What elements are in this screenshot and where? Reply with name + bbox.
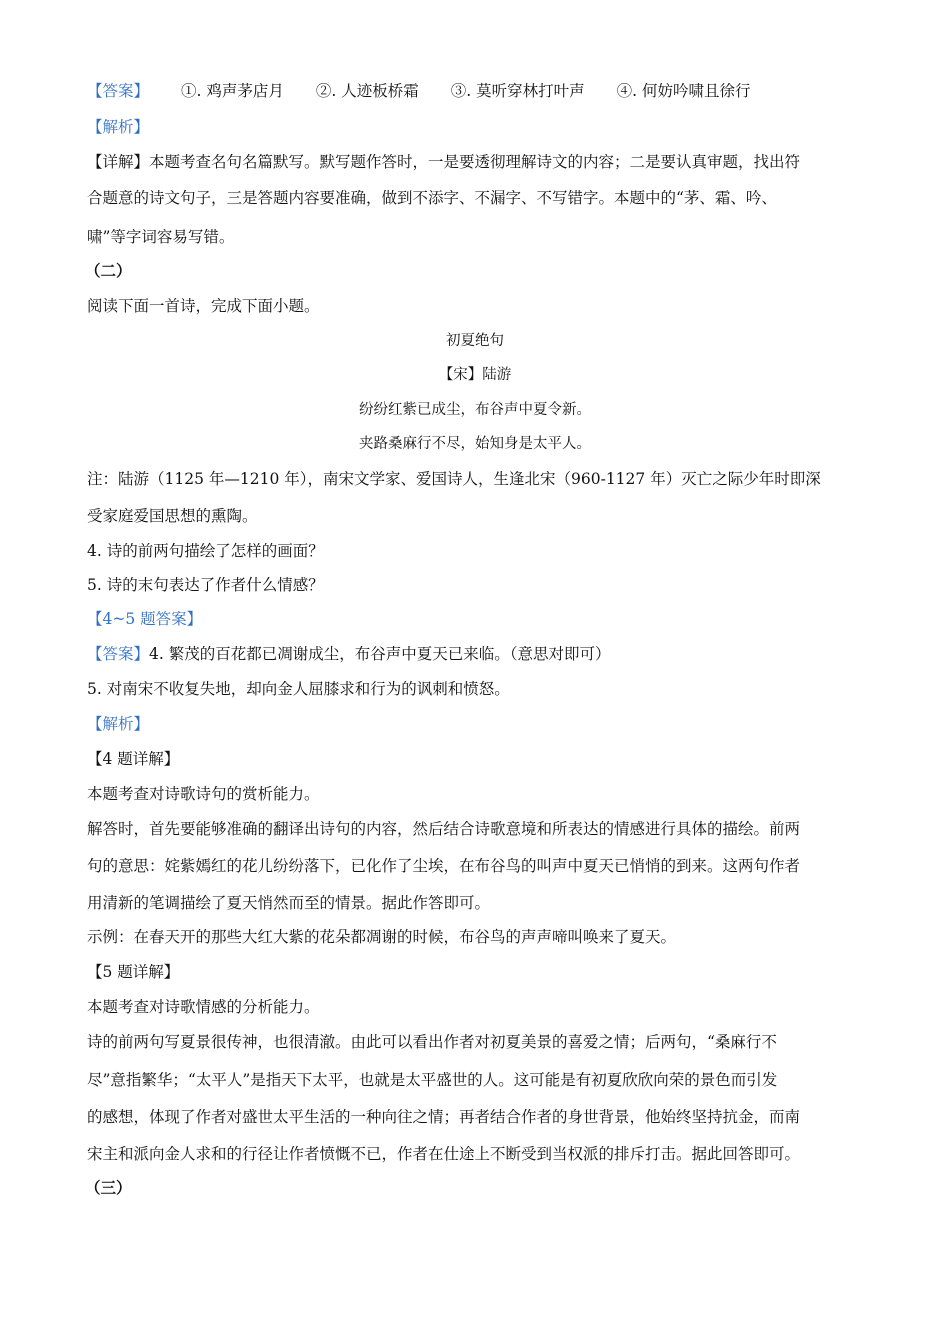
poem-line: 夹路桑麻行不尽，始知身是太平人。 [359,436,591,452]
q5-detail-text: 的感想，体现了作者对盛世太平生活的一种向往之情；再者结合作者的身世背景，他始终坚持抗金，而南 [87,1108,801,1126]
question-5: 5. 诗的末句表达了作者什么情感？ [87,576,324,594]
detail-text: 啸”等字词容易写错。 [87,228,235,246]
q5-detail-tag: 【5 题详解】 [87,963,180,981]
q4-detail-text: 解答时，首先要能够准确的翻译出诗句的内容，然后结合诗歌意境和所表达的情感进行具体的描绘。前两 [87,820,801,838]
q4-detail-tag: 【4 题详解】 [87,750,180,768]
answer-line [87,80,862,102]
question-4: 4. 诗的前两句描绘了怎样的画面？ [87,542,324,560]
q4-detail-text: 示例：在春天开的那些大红大紫的花朵都凋谢的时候，布谷鸟的声声啼叫唤来了夏天。 [87,928,677,946]
q4-detail-text: 句的意思：姹紫嫣红的花儿纷纷落下，已化作了尘埃，在布谷鸟的叫声中夏天已悄悄的到来。这两句作者 [87,857,801,875]
note-text: 注：陆游（1125 年—1210 年），南宋文学家、爱国诗人，生逢北宋（960-1127 年）灭亡之际少年时即深 [87,470,821,488]
answer-item: ③. 莫听穿林打叶声 [450,82,585,100]
analysis-tag: 【解析】 [87,715,150,733]
answer-4-line [87,643,862,665]
note-text: 受家庭爱国思想的熏陶。 [87,507,258,525]
detail-text: 本题考查名句名篇默写。默写题作答时，一是要透彻理解诗文的内容；二是要认真审题，找出符 [149,153,801,171]
q4-detail-text: 本题考查对诗歌诗句的赏析能力。 [87,785,320,803]
q5-detail-text: 宋主和派向金人求和的行径让作者愤慨不已，作者在仕途上不断受到当权派的排斥打击。据此回答即可。 [87,1145,801,1163]
answer-5: 5. 对南宋不收复失地，却向金人屈膝求和行为的讽刺和愤怒。 [87,680,510,698]
section-heading: （二） [85,261,132,280]
poem-title: 初夏绝句 [446,333,504,349]
detail-paragraph-line [87,151,862,173]
section-heading: （三） [85,1178,132,1197]
q5-detail-text: 尽”意指繁华；“太平人”是指天下太平，也就是太平盛世的人。这可能是有初夏欣欣向荣的景色而引发 [87,1071,778,1089]
poem-author: 【宋】陆游 [438,367,512,383]
q4-detail-text: 用清新的笔调描绘了夏天悄然而至的情景。据此作答即可。 [87,894,491,912]
detail-text: 合题意的诗文句子，三是答题内容要准确，做到不添字、不漏字、不写错字。本题中的“茅、霜、吟、 [87,189,777,207]
q5-detail-text: 诗的前两句写夏景很传神，也很清澈。由此可以看出作者对初夏美景的喜爱之情；后两句，“桑麻行不 [87,1033,777,1051]
instruction-text: 阅读下面一首诗，完成下面小题。 [87,297,320,315]
answer-item: ④. 何妨吟啸且徐行 [616,82,751,100]
answer-item: ②. 人迹板桥霜 [315,82,419,100]
answer-tag: 【答案】 [87,82,150,100]
detail-tag: 【详解】 [87,153,150,171]
q5-detail-text: 本题考查对诗歌情感的分析能力。 [87,998,320,1016]
analysis-tag: 【解析】 [87,118,150,136]
answers-heading: 【4~5 题答案】 [87,610,203,628]
poem-line: 纷纷红紫已成尘，布谷声中夏令新。 [359,402,591,418]
answer-4: 4. 繁茂的百花都已凋谢成尘，布谷声中夏天已来临。（意思对即可） [149,645,611,663]
answer-tag: 【答案】 [87,645,150,663]
answer-item: ①. 鸡声茅店月 [181,82,284,100]
